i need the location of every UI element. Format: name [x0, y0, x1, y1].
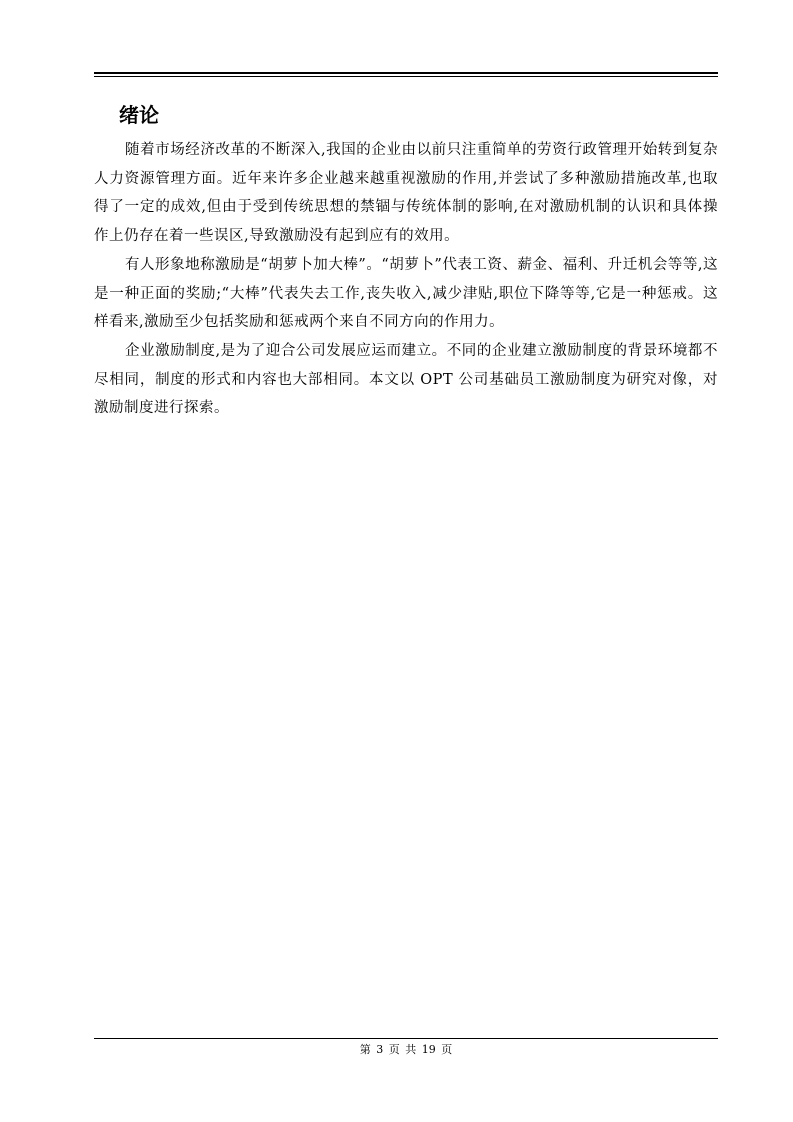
header-double-rule [94, 72, 718, 77]
paragraph-2: 有人形象地称激励是“胡萝卜加大棒”。“胡萝卜”代表工资、薪金、福利、升迁机会等等,这是一种正面的奖励;“大棒”代表失去工作,丧失收入,减少津贴,职位下降等等,它是一种惩戒。这样看来,激励至少包括奖励和惩戒两个来自不同方向的作用力。 [94, 256, 718, 331]
paragraph-3: 企业激励制度,是为了迎合公司发展应运而建立。不同的企业建立激励制度的背景环境都不尽相同，制度的形式和内容也大部相同。本文以 OPT 公司基础员工激励制度为研究对像，对激励制度进行探索。 [94, 342, 718, 417]
section-heading: 绪论 [119, 103, 159, 127]
footer-rule [94, 1038, 718, 1039]
body-text [94, 136, 718, 423]
paragraph-1: 随着市场经济改革的不断深入,我国的企业由以前只注重简单的劳资行政管理开始转到复杂人力资源管理方面。近年来许多企业越来越重视激励的作用,并尝试了多种激励措施改革,也取得了一定的成效,但由于受到传统思想的禁锢与传统体制的影响,在对激励机制的认识和具体操作上仍存在着一些误区,导致激励没有起到应有的效用。 [94, 142, 718, 245]
page-number-footer: 第 3 页 共 19 页 [359, 1043, 453, 1056]
